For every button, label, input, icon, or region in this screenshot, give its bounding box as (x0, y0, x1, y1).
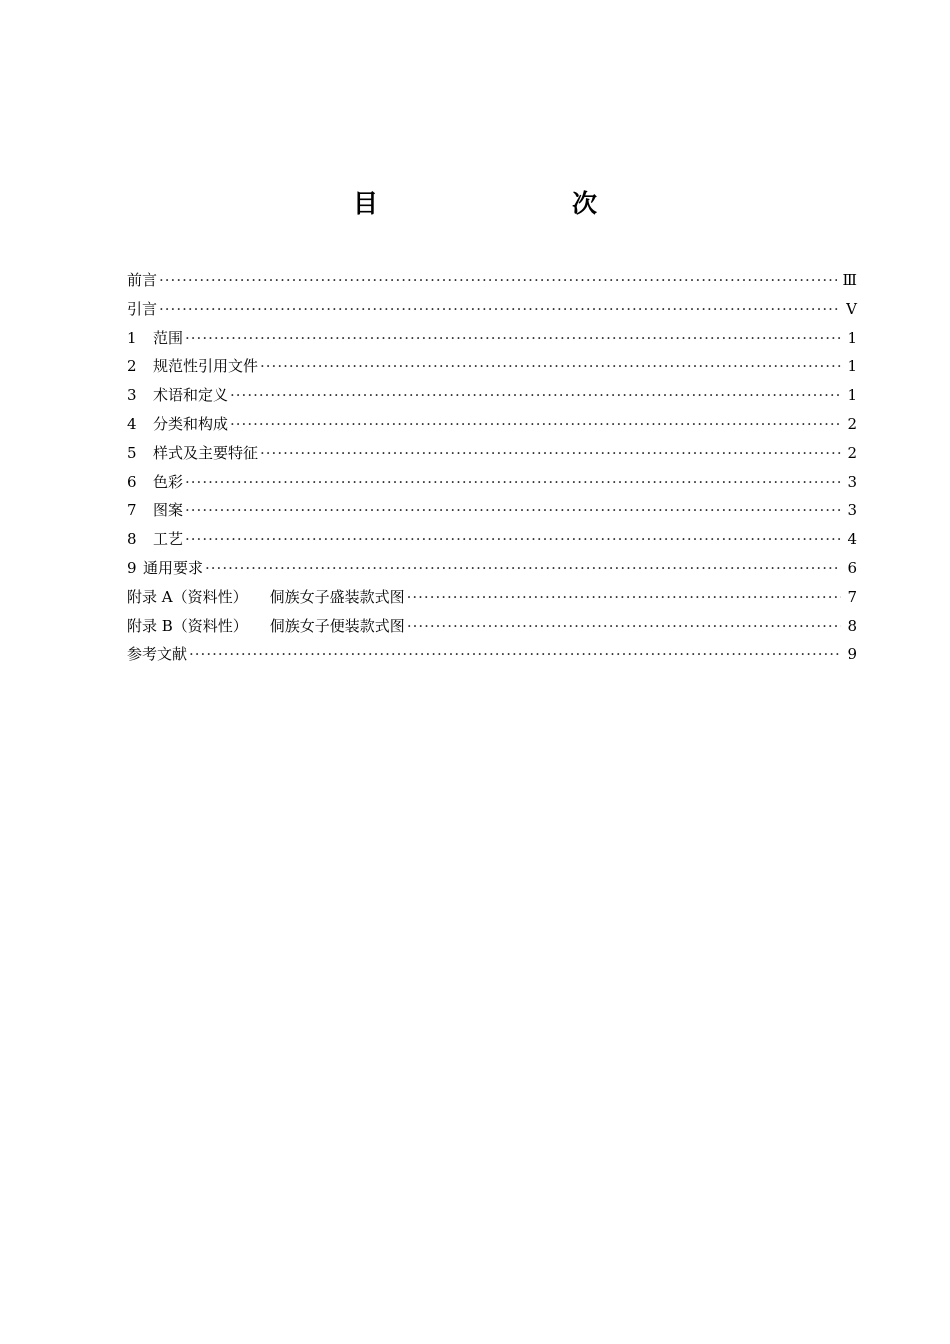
toc-entry-label (127, 554, 203, 583)
toc-entry-number: 2 (127, 357, 137, 376)
toc-entry-text: 通用要求 (143, 558, 204, 577)
page-title: 目 次 (352, 189, 645, 218)
toc-entry-page: 2 (847, 443, 857, 462)
toc-entry-number: 1 (127, 328, 137, 347)
toc-dot-leader (230, 410, 841, 439)
toc-entry-page: Ⅲ (842, 271, 857, 289)
toc-entry-introduction[interactable] (127, 295, 857, 324)
toc-dot-leader (185, 496, 841, 525)
toc-entry-page: Ⅴ (846, 299, 857, 318)
toc-entry-label (127, 324, 183, 353)
toc-entry-general-requirements[interactable] (127, 554, 857, 583)
toc-entry-page: 1 (847, 328, 857, 347)
toc-dot-leader (185, 525, 841, 554)
toc-entry-page: 3 (847, 472, 857, 491)
toc-dot-leader (159, 266, 837, 295)
toc-entry-normative-references[interactable] (127, 352, 857, 381)
toc-dot-leader (185, 324, 841, 353)
toc-dot-leader (260, 439, 841, 468)
toc-entry-label (127, 496, 183, 525)
toc-entry-text: 规范性引用文件 (153, 357, 259, 376)
toc-entry-text: 范围 (153, 328, 184, 347)
toc-entry-label: 参考文献 (127, 645, 188, 664)
toc-entry-text: 术语和定义 (153, 386, 229, 405)
toc-entry-label: 前言 (127, 271, 158, 289)
toc-entry-text: 分类和构成 (153, 414, 229, 433)
toc-entry-text: 色彩 (153, 472, 184, 491)
toc-entry-label (127, 583, 405, 612)
toc-annex-title: 侗族女子盛装款式图 (269, 587, 405, 606)
toc-entry-classification[interactable] (127, 410, 857, 439)
toc-dot-leader (185, 468, 841, 497)
toc-entry-annex-b[interactable] (127, 612, 857, 641)
toc-dot-leader (260, 352, 841, 381)
toc-entry-page: 2 (847, 414, 857, 433)
toc-dot-leader (189, 640, 841, 669)
table-of-contents (127, 266, 857, 669)
toc-entry-bibliography[interactable] (127, 640, 857, 669)
toc-entry-label (127, 439, 258, 468)
toc-entry-text: 样式及主要特征 (153, 443, 259, 462)
toc-entry-number: 8 (127, 530, 137, 549)
toc-entry-page: 8 (847, 616, 857, 635)
toc-entry-text: 图案 (153, 501, 184, 520)
toc-entry-label (127, 352, 258, 381)
toc-entry-patterns[interactable] (127, 496, 857, 525)
toc-entry-annex-a[interactable] (127, 583, 857, 612)
toc-entry-label: 引言 (127, 299, 158, 318)
toc-entry-number: 9 (127, 558, 137, 577)
toc-entry-label (127, 410, 228, 439)
toc-entry-number: 5 (127, 443, 137, 462)
toc-annex-designation: 附录 B（资料性） (127, 616, 248, 635)
toc-entry-page: 4 (847, 530, 857, 549)
toc-annex-designation: 附录 A（资料性） (127, 587, 248, 606)
toc-entry-page: 1 (847, 386, 857, 405)
toc-dot-leader (230, 381, 841, 410)
toc-entry-number: 3 (127, 386, 137, 405)
toc-entry-page: 7 (847, 587, 857, 606)
toc-entry-label (127, 381, 228, 410)
toc-entry-terms-definitions[interactable] (127, 381, 857, 410)
toc-annex-title: 侗族女子便装款式图 (269, 616, 405, 635)
toc-entry-label (127, 525, 183, 554)
toc-entry-label (127, 612, 405, 641)
toc-entry-page: 3 (847, 501, 857, 520)
toc-entry-page: 6 (847, 558, 857, 577)
toc-dot-leader (159, 295, 840, 324)
toc-entry-text: 工艺 (153, 530, 184, 549)
toc-entry-number: 6 (127, 472, 137, 491)
toc-entry-styles-features[interactable] (127, 439, 857, 468)
toc-entry-page: 9 (847, 645, 857, 664)
toc-entry-page: 1 (847, 357, 857, 376)
toc-entry-number: 7 (127, 501, 137, 520)
toc-dot-leader (407, 612, 841, 641)
toc-entry-craftsmanship[interactable] (127, 525, 857, 554)
toc-entry-scope[interactable] (127, 324, 857, 353)
toc-entry-foreword[interactable] (127, 266, 857, 295)
toc-entry-colors[interactable] (127, 468, 857, 497)
toc-entry-number: 4 (127, 414, 137, 433)
toc-dot-leader (407, 583, 841, 612)
toc-entry-label (127, 468, 183, 497)
toc-dot-leader (205, 554, 841, 583)
